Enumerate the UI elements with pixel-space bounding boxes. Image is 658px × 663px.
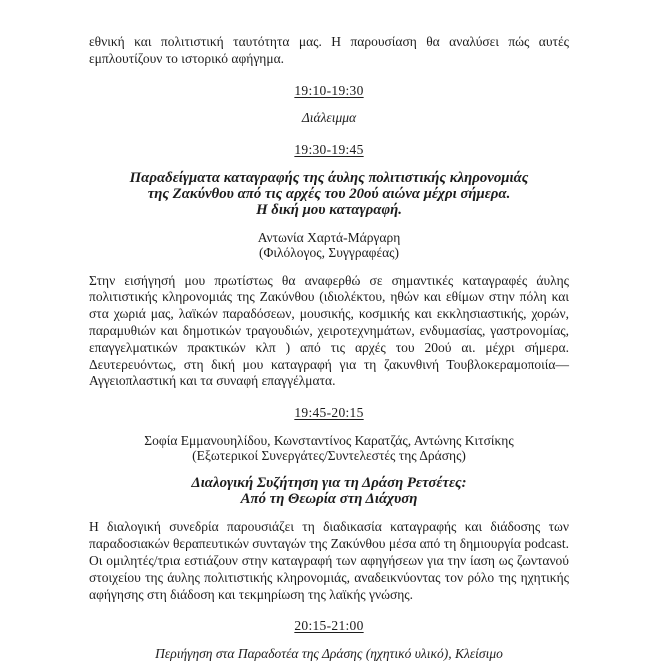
session-2-description: Η διαλογική συνεδρία παρουσιάζει τη διαδικασία καταγραφής και διάδοσης των παραδοσιακών θεραπευτικών συνταγών της Ζακύνθου μέσα από τη δημιουργία podcast. Οι ομιλητές/τρια εστιάζουν στην καταγραφή των αφηγήσεων για την ίαση ως ζωντανού στοιχείου της άυλης πολιτιστικής κληρονομιάς, αναδεικνύοντας τον ρόλο της ηχητικής αφήγησης στη διάδοση και τεκμηρίωση της λαϊκής γνώσης. — [89, 519, 569, 602]
session-1-speaker-block — [89, 230, 569, 261]
continuation-paragraph: εθνική και πολιτιστική ταυτότητα μας. Η παρουσίαση θα αναλύσει πώς αυτές εμπλουτίζουν το ιστορικό αφήγημα. — [89, 34, 569, 66]
session-2-title-line-1: Διαλογική Συζήτηση για τη Δράση Ρετσέτες: — [191, 474, 467, 491]
session-1-title-line-1: Παραδείγματα καταγραφής της άυλης πολιτιστικής κληρονομιάς — [129, 169, 529, 186]
speaker-name: Αντωνία Χαρτά-Μάργαρη — [257, 229, 401, 245]
time-slot-label: 20:15-21:00 — [294, 618, 364, 634]
time-slot-break — [89, 83, 569, 100]
session-1-title — [89, 170, 569, 219]
time-slot-label: 19:30-19:45 — [294, 142, 364, 158]
time-slot-closing — [89, 618, 569, 635]
session-1-title-line-3: Η δική μου καταγραφή. — [256, 202, 402, 219]
session-1-description: Στην εισήγησή μου πρωτίστως θα αναφερθώ σε σημαντικές καταγραφές άυλης πολιτιστικής κληρονομιάς της Ζακύνθου (ιδιολέκτου, ηθών και εθίμων στην πόλη και στα χωριά μας, λαϊκών παραδόσεων, μουσικής, κοσμικής και εκκλησιαστικής, χορών, παραμυθιών και δημοτικών τραγουδιών, χειροτεχνημάτων, ενδυμασίας, γαστρονομίας, επαγγελματικών πρακτικών κλπ ) από τις αρχές του 20ού αι. μέχρι σήμερα. Δευτερευόντως, στη δική μου καταγραφή για τη ζακυνθινή Τουβλοκεραμοποιία—Αγγειοπλαστική και τα συναφή επαγγέλματα. — [89, 272, 569, 389]
closing-session-title: Περιήγηση στα Παραδοτέα της Δράσης (ηχητικό υλικό), Κλείσιμο — [155, 646, 503, 662]
time-slot-session-1 — [89, 142, 569, 159]
session-2-title-line-2: Από τη Θεωρία στη Διάχυση — [240, 491, 418, 508]
session-2-title — [89, 475, 569, 507]
time-slot-label: 19:10-19:30 — [294, 82, 364, 98]
speaker-role: (Φιλόλογος, Συγγραφέας) — [258, 245, 400, 261]
break-title: Διάλειμμα — [301, 110, 357, 126]
time-slot-label: 19:45-20:15 — [294, 405, 364, 421]
speaker-role: (Εξωτερικοί Συνεργάτες/Συντελεστές της Δράσης) — [192, 448, 466, 464]
session-1-title-line-2: της Ζακύνθου από τις αρχές του 20ού αιώνα μέχρι σήμερα. — [147, 186, 511, 203]
time-slot-session-2 — [89, 405, 569, 422]
session-2-speaker-block — [89, 433, 569, 464]
speaker-names: Σοφία Εμμανουηλίδου, Κωνσταντίνος Καρατζάς, Αντώνης Κιτσίκης — [144, 432, 514, 448]
document-page — [89, 0, 569, 663]
